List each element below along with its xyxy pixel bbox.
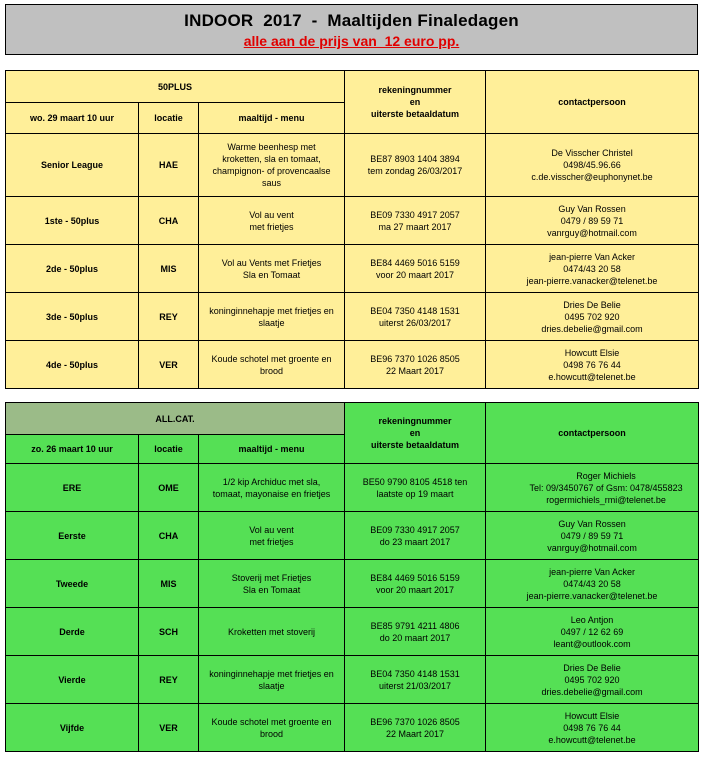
section-title: 50PLUS	[6, 71, 345, 103]
table-allcat	[5, 402, 699, 752]
team-name: Vierde	[6, 656, 139, 704]
account-info: BE84 4469 5016 5159 voor 20 maart 2017	[345, 245, 486, 293]
location-code: CHA	[139, 197, 199, 245]
team-name: Senior League	[6, 134, 139, 197]
table-row	[6, 245, 699, 293]
location-code: CHA	[139, 512, 199, 560]
account-info: BE96 7370 1026 8505 22 Maart 2017	[345, 704, 486, 752]
team-name: 4de - 50plus	[6, 341, 139, 389]
contact-info: Roger Michiels Tel: 09/3450767 of Gsm: 0478/455823 rogermichiels_rmi@telenet.be	[486, 464, 699, 512]
meal-header: maaltijd - menu	[199, 103, 345, 134]
meal-menu: Koude schotel met groente en brood	[199, 704, 345, 752]
meal-menu: Vol au vent met frietjes	[199, 197, 345, 245]
location-code: REY	[139, 656, 199, 704]
account-info: BE09 7330 4917 2057 ma 27 maart 2017	[345, 197, 486, 245]
price-notice: alle aan de prijs van 12 euro pp.	[243, 33, 460, 49]
table-50plus	[5, 70, 699, 389]
account-info: BE04 7350 4148 1531 uiterst 26/03/2017	[345, 293, 486, 341]
account-header: rekeningnummer en uiterste betaaldatum	[345, 403, 486, 464]
contact-info: Guy Van Rossen 0479 / 89 59 71 vanrguy@hotmail.com	[486, 197, 699, 245]
team-name: ERE	[6, 464, 139, 512]
meal-menu: Stoverij met Frietjes Sla en Tomaat	[199, 560, 345, 608]
team-name: 2de - 50plus	[6, 245, 139, 293]
table-row	[6, 656, 699, 704]
account-info: BE96 7370 1026 8505 22 Maart 2017	[345, 341, 486, 389]
date-header: zo. 26 maart 10 uur	[6, 435, 139, 464]
account-info: BE09 7330 4917 2057 do 23 maart 2017	[345, 512, 486, 560]
contact-info: Dries De Belie 0495 702 920 dries.debelie@gmail.com	[486, 656, 699, 704]
meal-menu: Koude schotel met groente en brood	[199, 341, 345, 389]
table-row	[6, 464, 699, 512]
team-name: Eerste	[6, 512, 139, 560]
table-row	[6, 560, 699, 608]
team-name: Vijfde	[6, 704, 139, 752]
contact-info: De Visscher Christel 0498/45.96.66 c.de.visscher@euphonynet.be	[486, 134, 699, 197]
contact-info: Howcutt Elsie 0498 76 76 44 e.howcutt@telenet.be	[486, 341, 699, 389]
location-code: VER	[139, 704, 199, 752]
team-name: Tweede	[6, 560, 139, 608]
meal-menu: Vol au Vents met Frietjes Sla en Tomaat	[199, 245, 345, 293]
location-header: locatie	[139, 103, 199, 134]
location-header: locatie	[139, 435, 199, 464]
table-row	[6, 134, 699, 197]
contact-info: Dries De Belie 0495 702 920 dries.debelie@gmail.com	[486, 293, 699, 341]
contact-header: contactpersoon	[486, 403, 699, 464]
location-code: REY	[139, 293, 199, 341]
contact-header: contactpersoon	[486, 71, 699, 134]
location-code: MIS	[139, 560, 199, 608]
date-header: wo. 29 maart 10 uur	[6, 103, 139, 134]
meal-menu: koninginnehapje met frietjes en slaatje	[199, 656, 345, 704]
meal-menu: koninginnehapje met frietjes en slaatje	[199, 293, 345, 341]
location-code: MIS	[139, 245, 199, 293]
contact-info: jean-pierre Van Acker 0474/43 20 58 jean-pierre.vanacker@telenet.be	[486, 560, 699, 608]
meal-menu: Kroketten met stoverij	[199, 608, 345, 656]
table-row	[6, 608, 699, 656]
page-header	[5, 4, 698, 55]
table-row	[6, 512, 699, 560]
meal-header: maaltijd - menu	[199, 435, 345, 464]
location-code: SCH	[139, 608, 199, 656]
contact-info: Howcutt Elsie 0498 76 76 44 e.howcutt@telenet.be	[486, 704, 699, 752]
account-info: BE84 4469 5016 5159 voor 20 maart 2017	[345, 560, 486, 608]
location-code: VER	[139, 341, 199, 389]
account-header: rekeningnummer en uiterste betaaldatum	[345, 71, 486, 134]
meal-menu: Warme beenhesp met kroketten, sla en tomaat, champignon- of provencaalse saus	[199, 134, 345, 197]
contact-info: Leo Antjon 0497 / 12 62 69 leant@outlook.com	[486, 608, 699, 656]
contact-info: jean-pierre Van Acker 0474/43 20 58 jean-pierre.vanacker@telenet.be	[486, 245, 699, 293]
location-code: HAE	[139, 134, 199, 197]
account-info: BE85 9791 4211 4806 do 20 maart 2017	[345, 608, 486, 656]
account-info: BE50 9790 8105 4518 ten laatste op 19 maart	[345, 464, 486, 512]
table-row	[6, 197, 699, 245]
table-row	[6, 293, 699, 341]
page-title: INDOOR 2017 - Maaltijden Finaledagen	[184, 11, 519, 30]
table-row	[6, 704, 699, 752]
account-info: BE87 8903 1404 3894 tem zondag 26/03/2017	[345, 134, 486, 197]
team-name: 3de - 50plus	[6, 293, 139, 341]
team-name: 1ste - 50plus	[6, 197, 139, 245]
contact-info: Guy Van Rossen 0479 / 89 59 71 vanrguy@hotmail.com	[486, 512, 699, 560]
section-title: ALL.CAT.	[6, 403, 345, 435]
location-code: OME	[139, 464, 199, 512]
meal-menu: 1/2 kip Archiduc met sla, tomaat, mayonaise en frietjes	[199, 464, 345, 512]
account-info: BE04 7350 4148 1531 uiterst 21/03/2017	[345, 656, 486, 704]
table-row	[6, 341, 699, 389]
meal-menu: Vol au vent met frietjes	[199, 512, 345, 560]
team-name: Derde	[6, 608, 139, 656]
